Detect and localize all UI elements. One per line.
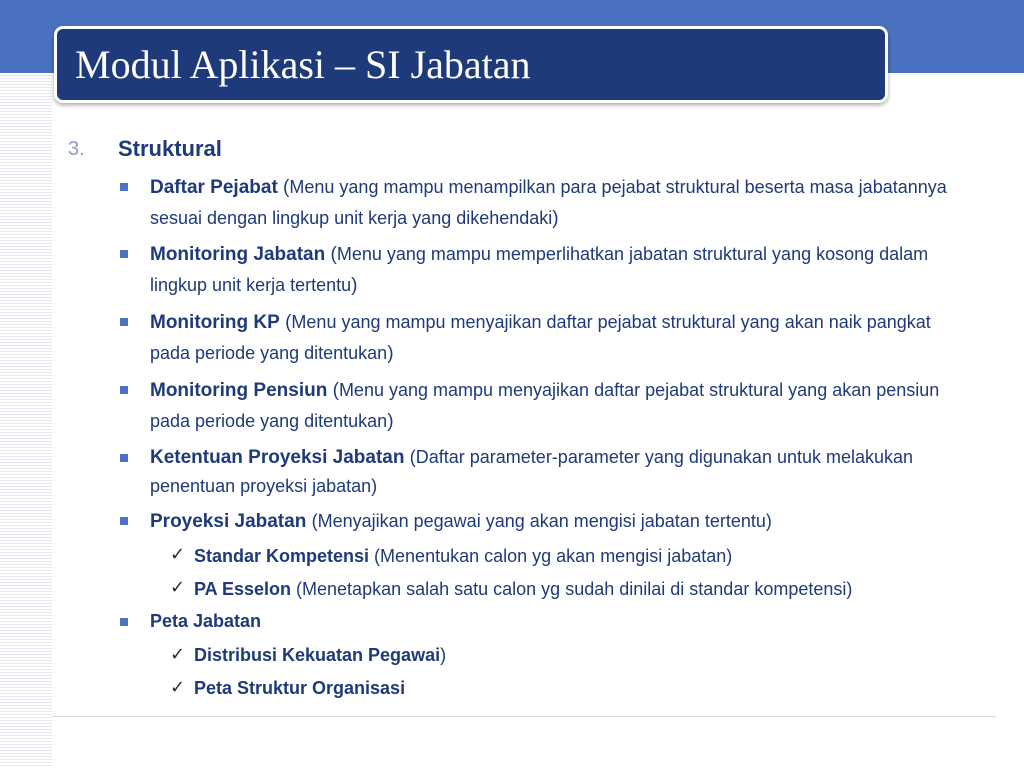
square-bullet-icon bbox=[120, 250, 128, 258]
item-description: (Daftar parameter-parameter yang digunakan untuk melakukan penentuan proyeksi jabatan) bbox=[150, 447, 914, 496]
list-item-proyeksi-jabatan bbox=[150, 506, 950, 537]
item-title: Monitoring KP bbox=[150, 312, 280, 333]
sub-item-distribusi-kekuatan bbox=[194, 642, 974, 669]
sub-item-title: Peta Struktur Organisasi bbox=[194, 678, 406, 698]
list-item-ketentuan-proyeksi bbox=[150, 443, 950, 501]
sub-item-title: Standar Kompetensi bbox=[194, 546, 370, 566]
item-description: Menu yang mampu menyajikan daftar pejabat struktural yang akan naik pangkat pada periode yang ditentukan bbox=[150, 312, 931, 363]
square-bullet-icon bbox=[120, 517, 128, 525]
sub-item-title: Distribusi Kekuatan Pegawai bbox=[194, 645, 441, 665]
list-item-monitoring-pensiun bbox=[150, 375, 950, 437]
item-title: Monitoring Pensiun bbox=[150, 380, 328, 401]
item-description: Menu yang mampu memperlihatkan jabatan struktural yang kosong dalam lingkup unit kerja tertentu bbox=[150, 244, 929, 295]
section-heading: Struktural bbox=[118, 136, 222, 161]
item-title: Monitoring Jabatan bbox=[150, 244, 326, 265]
sub-item-title: PA Esselon bbox=[194, 579, 292, 599]
item-description: Menu yang mampu menampilkan para pejabat struktural beserta masa jabatannya sesuai dengan lingkup unit kerja yang dikehendaki bbox=[150, 177, 947, 228]
item-title: Ketentuan Proyeksi Jabatan bbox=[150, 447, 405, 468]
sub-item-description: (Menetapkan salah satu calon yg sudah dinilai di standar kompetensi) bbox=[291, 579, 853, 599]
item-paren-open: ( bbox=[279, 312, 292, 333]
slide-title: Modul Aplikasi – SI Jabatan bbox=[75, 42, 531, 87]
checkmark-icon: ✓ bbox=[170, 677, 186, 698]
list-item-monitoring-kp bbox=[150, 307, 950, 369]
sub-item-pa-esselon bbox=[194, 576, 974, 603]
item-title: Daftar Pejabat bbox=[150, 177, 278, 198]
list-item-daftar-pejabat bbox=[150, 172, 950, 234]
item-paren-close: ) bbox=[552, 208, 559, 229]
item-description: Menu yang mampu menyajikan daftar pejabat struktural yang akan pensiun pada periode yang ditentukan bbox=[150, 380, 940, 431]
sub-item-description: ) bbox=[440, 645, 447, 665]
item-paren-open: ( bbox=[277, 177, 290, 198]
square-bullet-icon bbox=[120, 454, 128, 462]
item-paren-open: ( bbox=[325, 244, 337, 265]
item-title: Peta Jabatan bbox=[150, 611, 262, 631]
checkmark-icon: ✓ bbox=[170, 644, 186, 665]
item-paren-close: ) bbox=[387, 343, 394, 364]
sub-item-description: (Menentukan calon yg akan mengisi jabatan) bbox=[369, 546, 733, 566]
item-paren-close: ) bbox=[387, 411, 394, 432]
list-item-peta-jabatan bbox=[150, 606, 950, 637]
sub-item-peta-struktur bbox=[194, 675, 974, 702]
list-item-monitoring-jabatan bbox=[150, 239, 950, 301]
item-paren-close: ) bbox=[351, 275, 358, 296]
square-bullet-icon bbox=[120, 386, 128, 394]
footer-divider bbox=[52, 716, 996, 717]
sub-item-standar-kompetensi bbox=[194, 543, 974, 570]
checkmark-icon: ✓ bbox=[170, 577, 186, 598]
square-bullet-icon bbox=[120, 618, 128, 626]
item-title: Proyeksi Jabatan bbox=[150, 511, 307, 532]
item-paren-open: ( bbox=[327, 380, 339, 401]
square-bullet-icon bbox=[120, 183, 128, 191]
section-number: 3. bbox=[68, 138, 85, 160]
square-bullet-icon bbox=[120, 318, 128, 326]
item-description: (Menyajikan pegawai yang akan mengisi jabatan tertentu) bbox=[311, 511, 772, 531]
checkmark-icon: ✓ bbox=[170, 544, 186, 565]
